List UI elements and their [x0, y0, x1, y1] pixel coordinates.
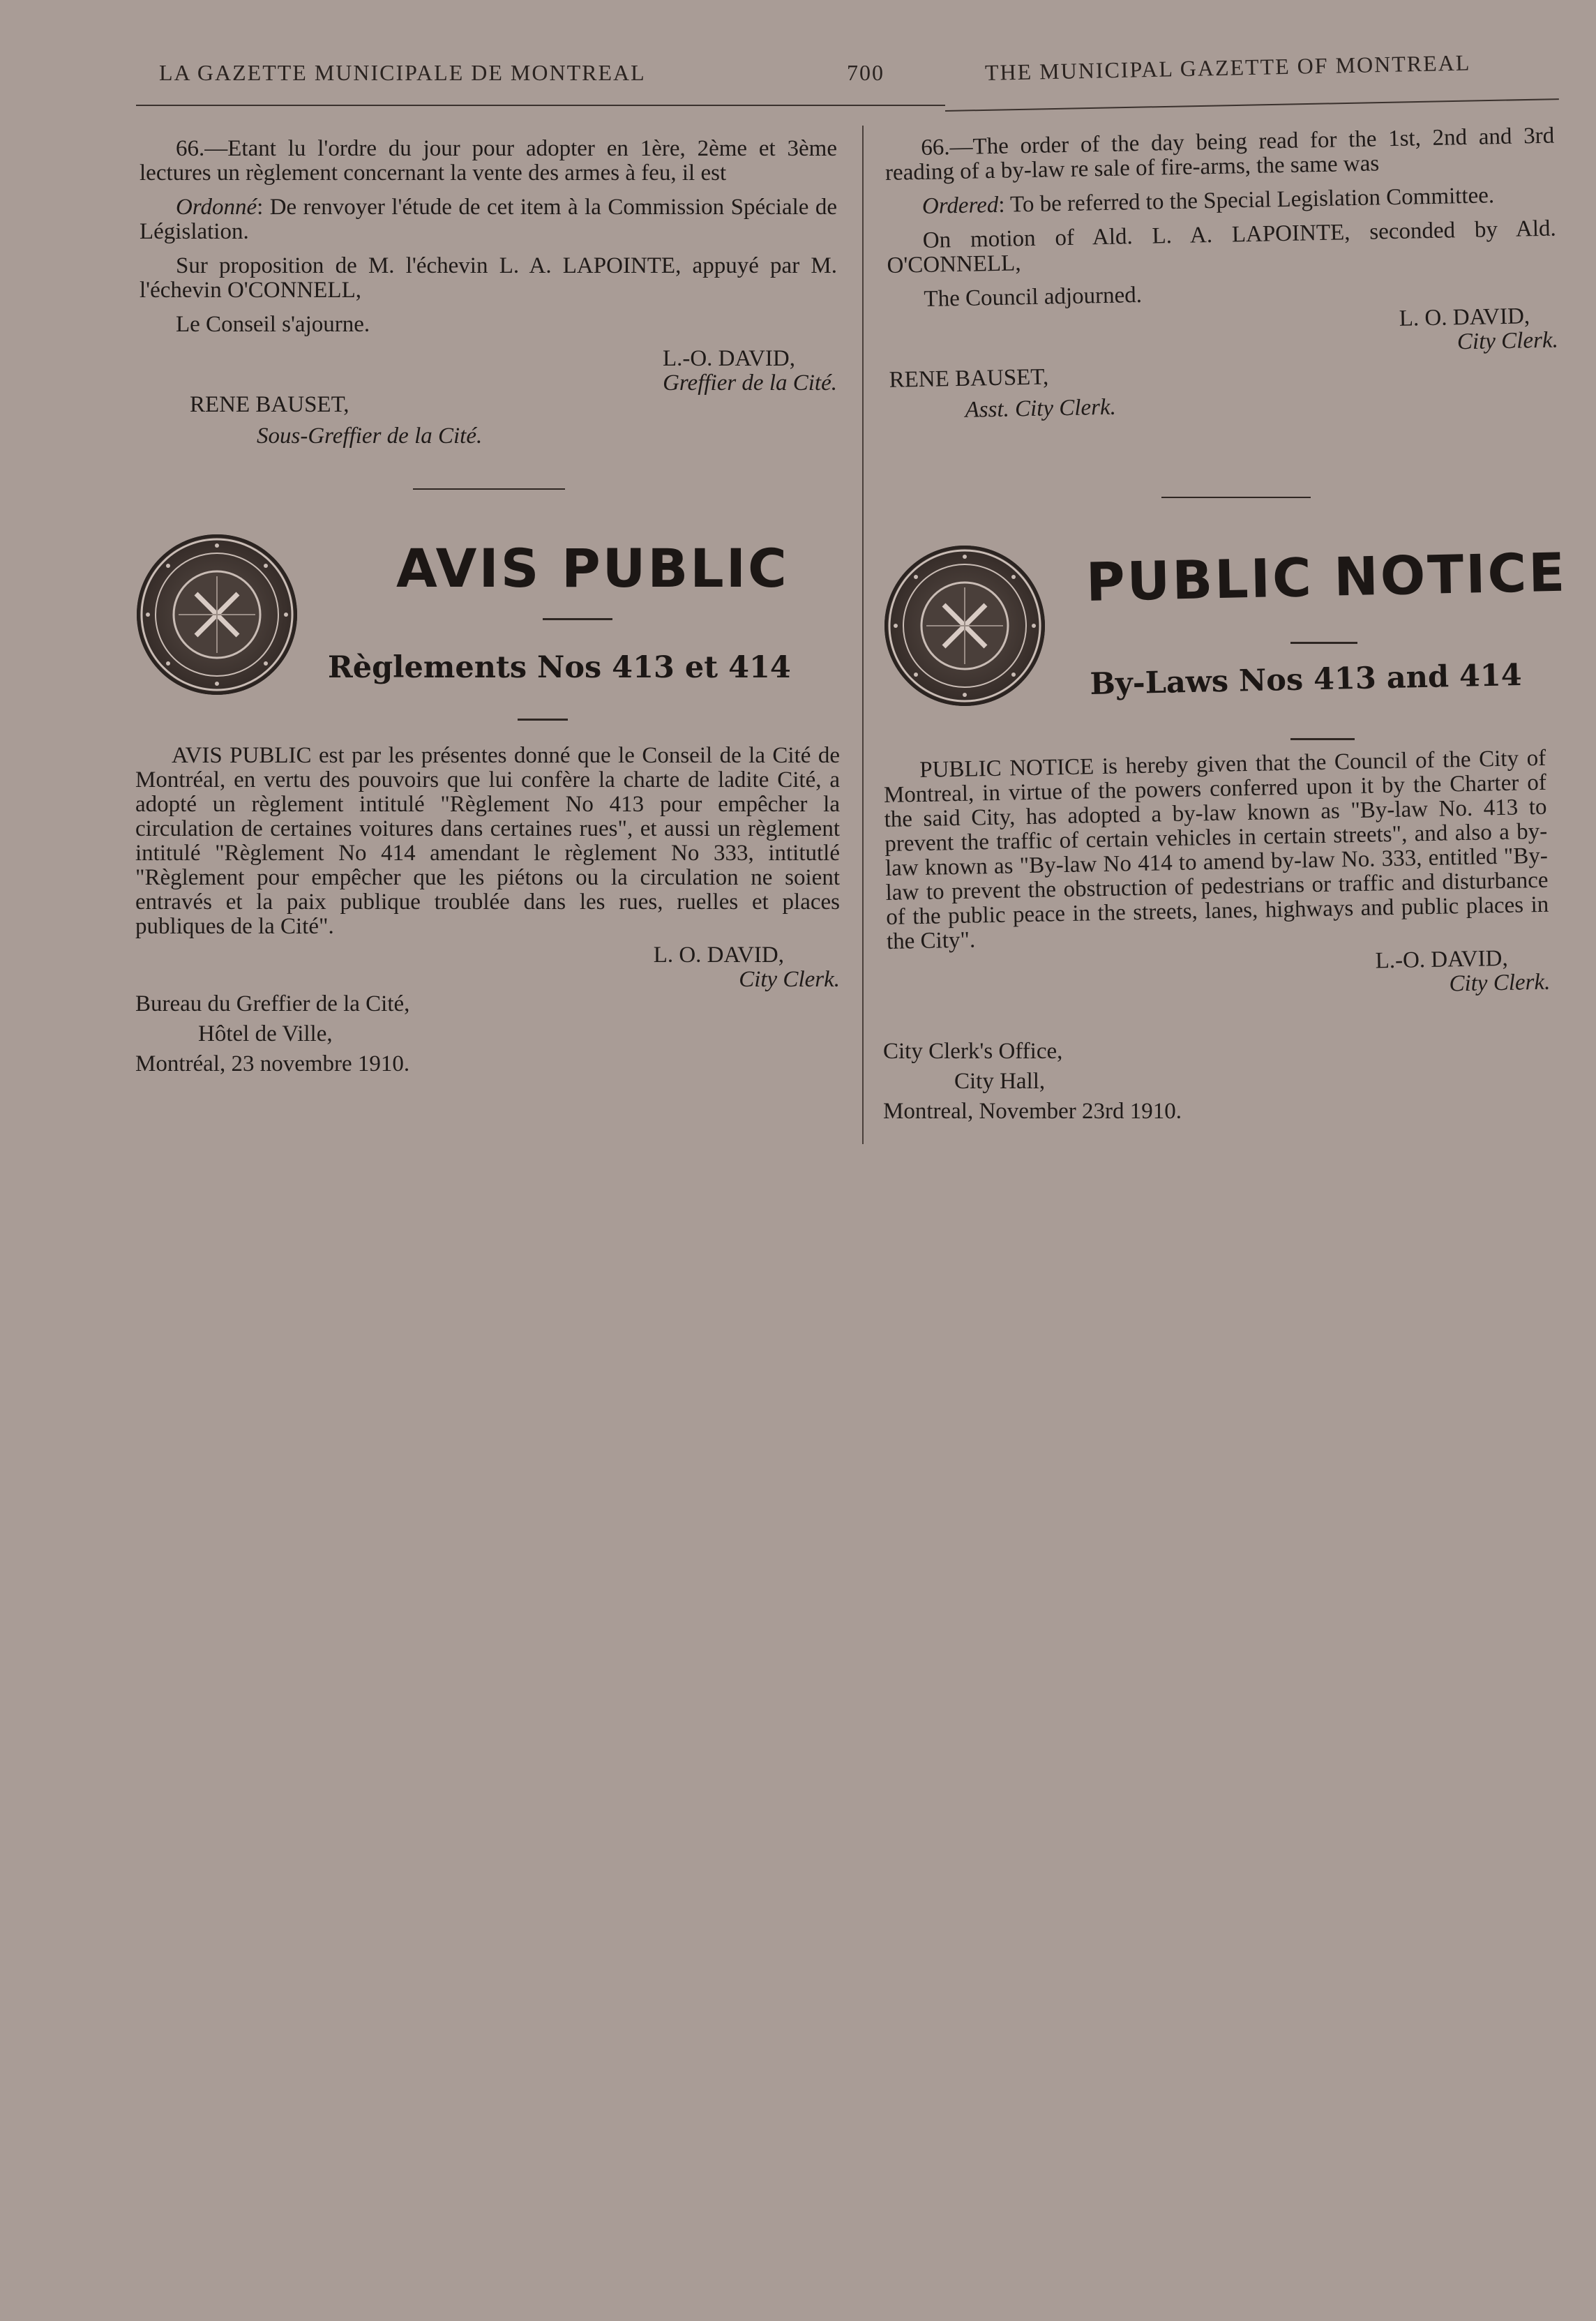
english-notice-body-block: [883, 746, 1551, 1007]
column-divider: [862, 126, 864, 1144]
french-notice-subtitle: Règlements Nos 413 et 414: [328, 650, 791, 685]
french-notice-clerk-name: L. O. DAVID,: [653, 942, 784, 968]
french-asst-name: RENE BAUSET,: [190, 392, 349, 417]
french-notice-clerk-title: City Clerk.: [739, 967, 840, 992]
english-clerk-name: L. O. DAVID,: [1399, 303, 1530, 331]
english-notice-address-block: [883, 1039, 1371, 1124]
english-notice-title: PUBLIC NOTICE: [1085, 541, 1568, 613]
english-notice-subtitle-rule: [1290, 738, 1355, 740]
english-minutes-rule: [1161, 497, 1311, 498]
french-motion: Sur proposition de M. l'échevin L. A. LAPOINTE, appuyé par M. l'échevin O'CONNELL,: [140, 253, 837, 303]
english-notice-clerk-title: City Clerk.: [1449, 969, 1551, 997]
english-adjourn: The Council adjourned.: [924, 282, 1143, 312]
french-ordered: [140, 195, 837, 244]
english-notice-body: PUBLIC NOTICE is hereby given that the Council of the City of Montreal, in virtue of the powers conferred upon it by the Charter of the said City, has adopted a by-law known as "By-law No. 413 to prevent the traffic of certain vehicles in certain streets", and also a by-law known as "By-law No 414 to amend by-law No. 333, entitled "By-law to prevent the obstruction of pedestrians or traffic and disturbance of the public peace in the streets, lanes, highways and public places in the City".: [883, 745, 1549, 954]
french-notice-hall: Hôtel de Ville,: [198, 1021, 333, 1046]
english-notice-date: Montreal, November 23rd 1910.: [883, 1099, 1182, 1124]
french-notice-subtitle-rule: [518, 719, 568, 721]
header-rule-right: [945, 98, 1559, 112]
english-minutes: [884, 124, 1560, 424]
english-ordered-text: : To be referred to the Special Legislation Committee.: [998, 183, 1495, 218]
english-clerk-title: City Clerk.: [1456, 327, 1559, 355]
french-asst-title: Sous-Greffier de la Cité.: [257, 423, 483, 449]
english-notice-hall: City Hall,: [954, 1069, 1046, 1094]
header-rule-left: [136, 105, 945, 106]
english-ordered: [886, 183, 1556, 220]
french-notice-date: Montréal, 23 novembre 1910.: [135, 1051, 410, 1076]
header-right: THE MUNICIPAL GAZETTE OF MONTREAL: [984, 50, 1471, 85]
english-asst-title: Asst. City Clerk.: [965, 394, 1117, 423]
english-notice-title-rule: [1290, 642, 1357, 644]
french-clerk-title: Greffier de la Cité.: [663, 370, 837, 396]
city-seal-right-graphic: [884, 546, 1045, 706]
page-number: 700: [847, 60, 884, 85]
english-motion: On motion of Ald. L. A. LAPOINTE, seconded by Ald. O'CONNELL,: [887, 216, 1557, 278]
french-item-66: 66.—Etant lu l'ordre du jour pour adopter en 1ère, 2ème et 3ème lectures un règlement concernant la vente des armes à feu, il est: [140, 136, 837, 186]
city-seal-icon: [137, 534, 297, 695]
french-clerk-name: L.-O. DAVID,: [662, 346, 795, 371]
french-minutes: [140, 137, 837, 449]
french-notice-title-rule: [543, 618, 612, 620]
english-notice-office: City Clerk's Office,: [883, 1039, 1063, 1064]
french-notice-office: Bureau du Greffier de la Cité,: [135, 991, 410, 1016]
english-notice-clerk-name: L.-O. DAVID,: [1375, 945, 1508, 974]
french-notice-body-block: [135, 744, 840, 1076]
english-asst-name: RENE BAUSET,: [889, 364, 1049, 393]
french-adjourn: Le Conseil s'ajourne.: [176, 312, 370, 337]
french-ordered-label: Ordonné: [176, 195, 257, 220]
french-notice-body: AVIS PUBLIC est par les présentes donné que le Conseil de la Cité de Montréal, en vertu des pouvoirs que lui confère la charte de ladite Cité, a adopté un règlement intitulé "Règlement No 413 pour empêcher la circulation de certaines voitures dans certaines rues", et aussi un règlement intitulé "Règlement No 414 amendant le règlement No 333, intitutlé "Règlement pour empêcher que les piétons ou la circulation ne soient entravés et la paix publique troublée dans les rues, ruelles et places publiques de la Cité".: [135, 743, 840, 939]
city-seal-icon: [884, 546, 1045, 706]
french-notice-title: AVIS PUBLIC: [396, 537, 789, 599]
city-seal-left-graphic: [137, 534, 297, 695]
english-item-66: 66.—The order of the day being read for the 1st, 2nd and 3rd reading of a by-law re sale of fire-arms, the same was: [884, 123, 1555, 186]
french-minutes-rule: [413, 488, 565, 490]
english-notice-subtitle: By-Laws Nos 413 and 414: [1090, 658, 1523, 702]
french-ordered-text: : De renvoyer l'étude de cet item à la Commission Spéciale de Législation.: [140, 195, 837, 244]
header-left: LA GAZETTE MUNICIPALE DE MONTREAL: [159, 60, 646, 85]
english-ordered-label: Ordered: [921, 192, 999, 219]
